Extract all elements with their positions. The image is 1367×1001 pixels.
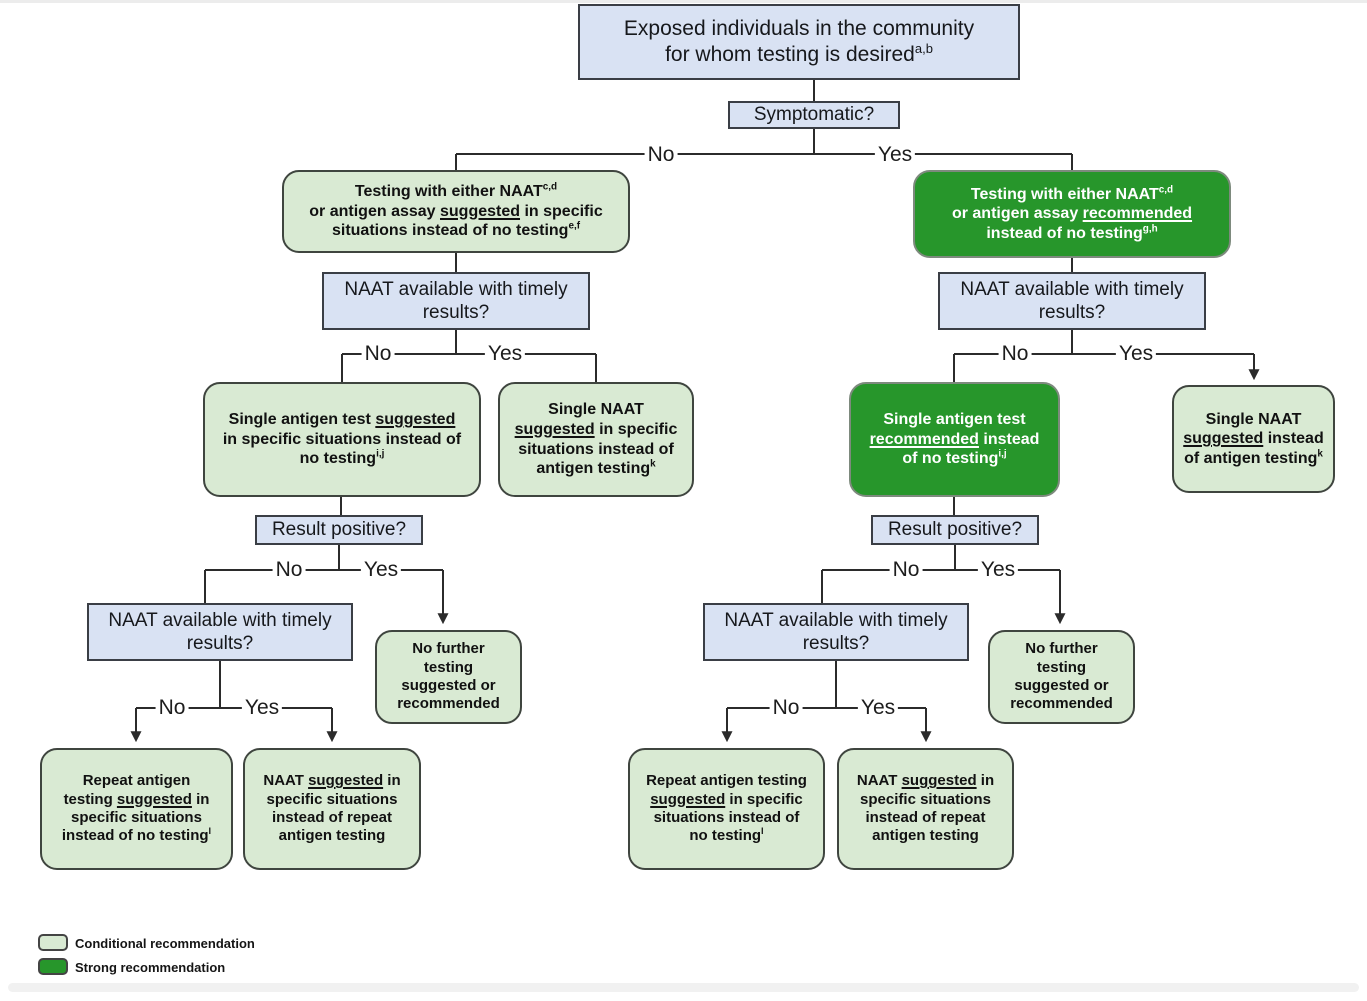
node-single-naat-suggested-left: Single NAAT suggested in specific situations instead of antigen testing$^k$ [498, 382, 694, 497]
branch-label-yes: Yes [1116, 342, 1156, 366]
branch-label-yes: Yes [361, 558, 401, 582]
branch-label-no: No [999, 342, 1032, 366]
branch-label-no: No [645, 143, 678, 167]
legend-swatch-conditional [38, 934, 68, 951]
legend-swatch-strong [38, 958, 68, 975]
node-exposed-individuals: Exposed individuals in the community for whom testing is desired$^{a,b}$ [578, 4, 1020, 80]
branch-label-no: No [273, 558, 306, 582]
branch-label-yes: Yes [858, 696, 898, 720]
node-single-naat-suggested-right: Single NAAT suggested instead of antigen testing$^k$ [1172, 385, 1335, 493]
node-repeat-antigen-left: Repeat antigen testing suggested in specific situations instead of no testing$^l$ [40, 748, 233, 870]
edge-result-right-branch [822, 545, 1060, 603]
node-testing-recommended: Testing with either NAAT$^{c,d}$ or antigen assay recommended instead of no testing$^{g,h}$ [913, 170, 1231, 258]
branch-label-no: No [890, 558, 923, 582]
branch-label-no: No [362, 342, 395, 366]
node-naat-instead-repeat-right: NAAT suggested in specific situations instead of repeat antigen testing [837, 748, 1014, 870]
node-naat-timely-right: NAAT available with timely results? [938, 272, 1206, 330]
node-naat-timely2-left: NAAT available with timely results? [87, 603, 353, 661]
legend-label-strong: Strong recommendation [75, 960, 226, 975]
node-symptomatic: Symptomatic? [728, 101, 900, 129]
node-single-antigen-recommended: Single antigen test recommended instead of no testing$^{i,j}$ [849, 382, 1060, 497]
branch-label-yes: Yes [485, 342, 525, 366]
node-result-positive-right: Result positive? [871, 515, 1039, 545]
branch-label-no: No [156, 696, 189, 720]
legend-label-conditional: Conditional recommendation [75, 936, 255, 951]
horizontal-scrollbar[interactable] [8, 983, 1359, 992]
node-no-further-testing-right: No further testing suggested or recommended [988, 630, 1135, 724]
node-single-antigen-suggested: Single antigen test suggested in specific situations instead of no testing$^{i,j}$ [203, 382, 481, 497]
node-naat-instead-repeat-left: NAAT suggested in specific situations instead of repeat antigen testing [243, 748, 421, 870]
node-result-positive-left: Result positive? [255, 515, 423, 545]
node-naat-timely-left: NAAT available with timely results? [322, 272, 590, 330]
node-no-further-testing-left: No further testing suggested or recommended [375, 630, 522, 724]
branch-label-yes: Yes [978, 558, 1018, 582]
node-naat-timely2-right: NAAT available with timely results? [703, 603, 969, 661]
edge-result-left-branch [205, 545, 443, 603]
node-repeat-antigen-right: Repeat antigen testing suggested in specific situations instead of no testing$^l$ [628, 748, 825, 870]
branch-label-yes: Yes [875, 143, 915, 167]
node-testing-suggested: Testing with either NAAT$^{c,d}$ or antigen assay suggested in specific situations instead of no testing$^{e,f}$ [282, 170, 630, 253]
edge-symptomatic-branch [456, 129, 1072, 170]
branch-label-yes: Yes [242, 696, 282, 720]
branch-label-no: No [770, 696, 803, 720]
